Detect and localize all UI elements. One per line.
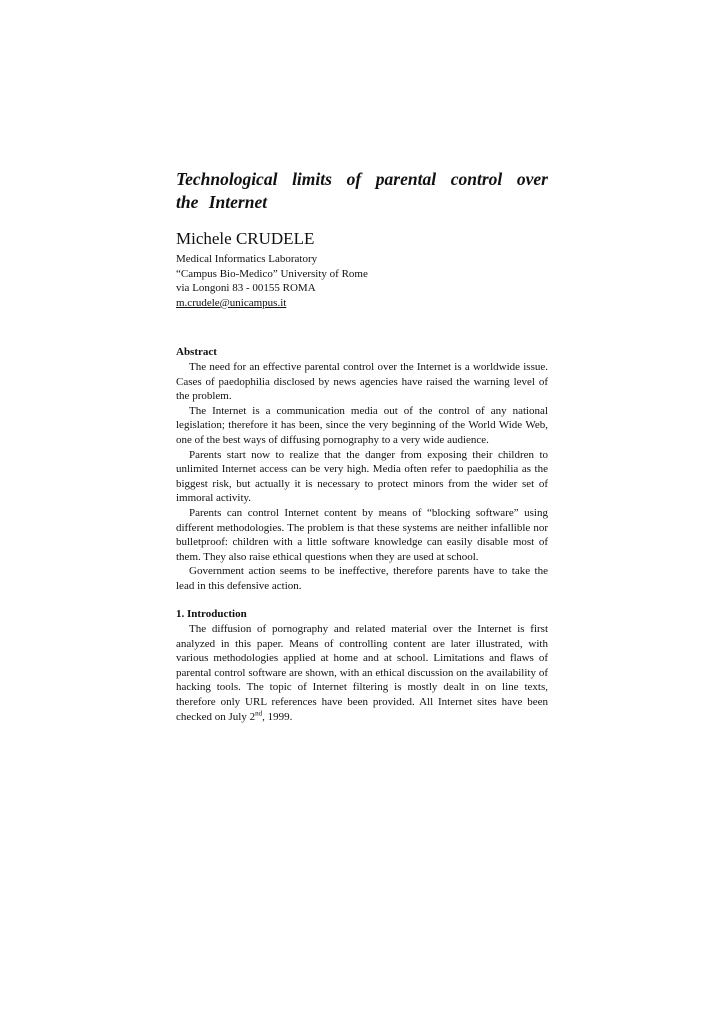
abstract-heading: Abstract — [176, 346, 217, 359]
abstract-paragraph: The Internet is a communication media out of the control of any national legislation; therefore it has been, since the very beginning of the World Wide Web, one of the best ways of diffusing pornography to a very wide audience. — [176, 404, 548, 446]
affiliation-block — [176, 252, 548, 310]
abstract-paragraph: Parents can control Internet content by means of “blocking software” using different methodologies. The problem is that these systems are neither infallible nor bulletproof: children with a little software knowledge can easily disable most of them. They also raise ethical questions when they are used at school. — [176, 506, 548, 563]
abstract-paragraph: Government action seems to be ineffective, therefore parents have to take the lead in this defensive action. — [176, 565, 548, 592]
introduction-paragraph — [176, 622, 548, 724]
introduction-heading: 1. Introduction — [176, 608, 247, 621]
affiliation-university: “Campus Bio-Medico” University of Rome — [176, 267, 368, 280]
affiliation-lab: Medical Informatics Laboratory — [176, 253, 318, 265]
introduction-section — [176, 607, 548, 724]
paper-page — [176, 168, 548, 724]
abstract-section — [176, 345, 548, 593]
abstract-paragraph: The need for an effective parental control over the Internet is a worldwide issue. Cases of paedophilia disclosed by news agencies have raised the warning level of the problem. — [176, 360, 548, 403]
introduction-text: The diffusion of pornography and related material over the Internet is first analyzed in this paper. Means of controlling content are later illustrated, with various methodologies applied at home and at school. Limitations and flaws of parental control software are shown, with an ethical discussion on the availability of hacking tools. The topic of Internet filtering is mostly dealt in on line texts, therefore only URL references have been provided. All Internet sites have been checked on July 2 — [176, 623, 548, 723]
paper-title: Technological limits of parental control over the Internet — [176, 169, 548, 212]
date-ordinal-suffix: nd — [255, 708, 263, 717]
author-name: Michele CRUDELE — [176, 229, 315, 248]
author-email-link[interactable]: m.crudele@unicampus.it — [176, 296, 287, 309]
abstract-paragraph: Parents start now to realize that the danger from exposing their children to unlimited Internet access can be very high. Media often refer to paedophilia as the biggest risk, but actually it is necessary to protect minors from the wider set of immoral activity. — [176, 448, 548, 505]
affiliation-address: via Longoni 83 - 00155 ROMA — [176, 282, 316, 295]
introduction-date-tail: , 1999. — [262, 710, 293, 723]
